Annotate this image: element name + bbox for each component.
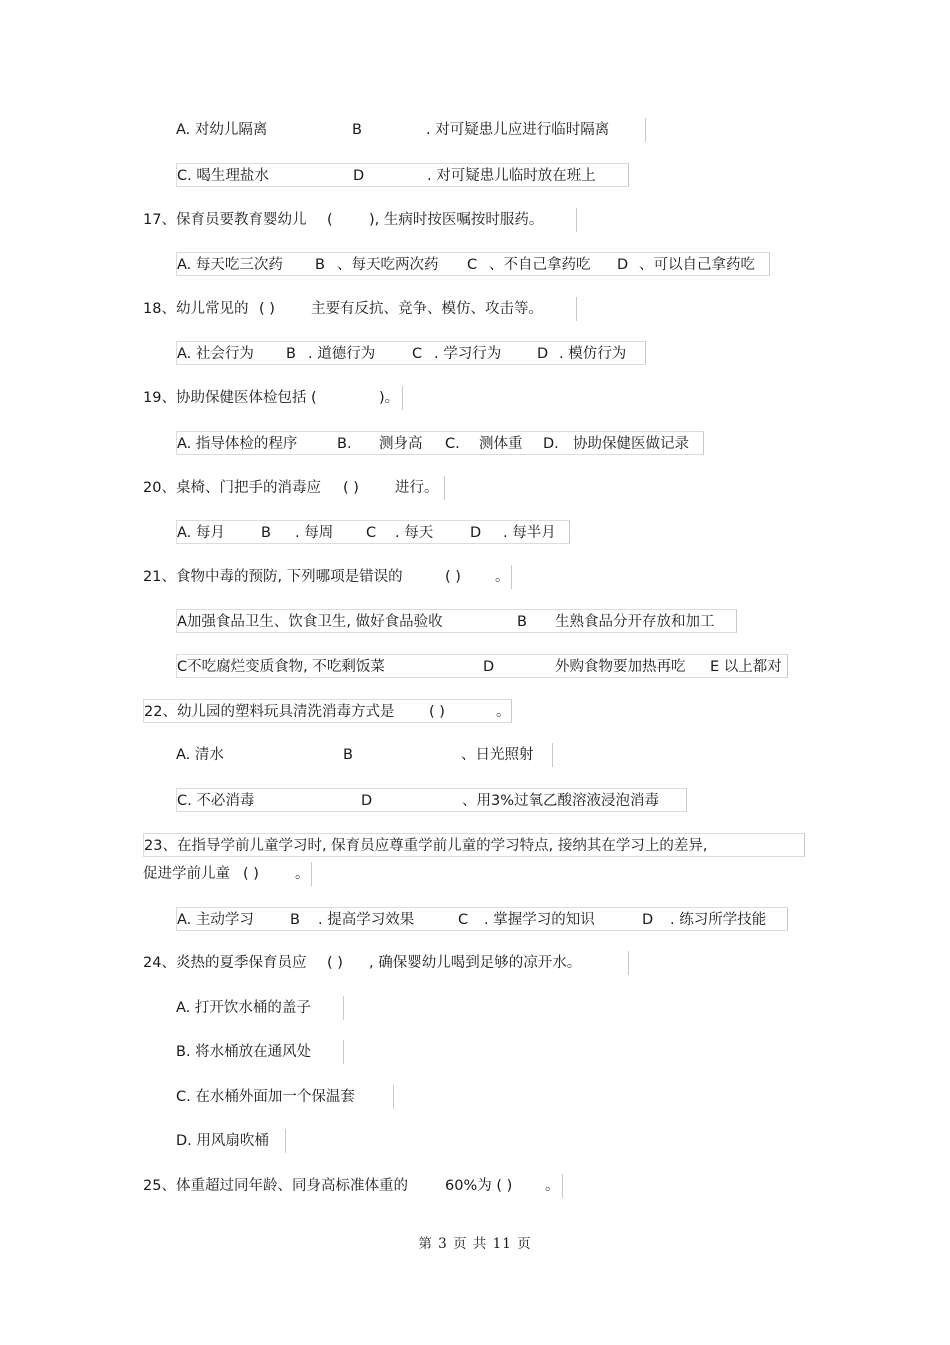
answer-blank: ( )	[327, 955, 343, 971]
option-row	[176, 163, 629, 187]
question-21-options	[176, 654, 788, 678]
option-e: E 以上都对	[710, 659, 782, 675]
answer-blank: ( )	[343, 480, 359, 496]
option-a: A. 指导体检的程序	[177, 436, 298, 452]
option-c: . 每天	[395, 525, 434, 541]
question-19-options	[176, 431, 704, 455]
option-d: . 对可疑患儿临时放在班上	[427, 168, 596, 184]
option-b-label: B	[517, 614, 527, 630]
option-b-label: B	[286, 346, 296, 362]
option-d: . 模仿行为	[559, 346, 627, 362]
option-d: 外购食物要加热再吃	[555, 659, 686, 675]
answer-blank: 60%为 ( )	[445, 1178, 513, 1194]
question-24-option-b	[176, 1040, 344, 1064]
option-d: D. 用风扇吹桶	[176, 1133, 269, 1149]
stem-text: 22、幼儿园的塑料玩具清洗消毒方式是	[144, 704, 395, 720]
option-c: 测体重	[479, 436, 523, 452]
option-d-label: D	[470, 525, 482, 541]
question-24-option-d	[176, 1129, 286, 1153]
stem-text: 进行。	[395, 480, 439, 496]
stem-text: 18、幼儿常见的	[143, 301, 249, 317]
option-a: A. 打开饮水桶的盖子	[176, 1000, 311, 1016]
option-c: C. 在水桶外面加一个保温套	[176, 1089, 355, 1105]
option-d: 、用3%过氧乙酸溶液浸泡消毒	[462, 793, 660, 809]
question-18-options	[176, 341, 646, 365]
option-a: A. 对幼儿隔离	[176, 122, 268, 138]
option-b: . 每周	[295, 525, 334, 541]
question-22-options	[176, 788, 687, 812]
question-20-stem	[143, 476, 445, 500]
page-number: 第 3 页 共 11 页	[418, 1236, 532, 1252]
option-c: C不吃腐烂变质食物, 不吃剩饭菜	[177, 659, 385, 675]
stem-text: 主要有反抗、竞争、模仿、攻击等。	[311, 301, 543, 317]
question-17-stem	[143, 208, 577, 232]
stem-text: 。	[495, 569, 510, 585]
option-b: 生熟食品分开存放和加工	[555, 614, 715, 630]
question-20-options	[176, 520, 570, 544]
option-d-label: D	[361, 793, 373, 809]
option-c-label: C	[467, 257, 478, 273]
stem-text: 25、体重超过同年龄、同身高标准体重的	[143, 1178, 408, 1194]
option-d-label: D	[642, 912, 654, 928]
question-19-stem	[143, 386, 403, 410]
question-18-stem	[143, 297, 577, 321]
option-b-label: B	[352, 122, 362, 138]
option-a: A. 每月	[177, 525, 225, 541]
option-c-label: C	[366, 525, 377, 541]
option-b: . 提高学习效果	[318, 912, 415, 928]
question-23-stem	[143, 833, 805, 857]
stem-text: )。	[379, 390, 400, 406]
question-24-option-a	[176, 996, 344, 1020]
option-b: 测身高	[379, 436, 423, 452]
option-a: A. 社会行为	[177, 346, 254, 362]
option-d-label: D	[353, 168, 365, 184]
question-24-option-c	[176, 1085, 394, 1109]
option-c-label: C	[412, 346, 423, 362]
option-d-label: D	[537, 346, 549, 362]
answer-blank: ( )	[259, 301, 275, 317]
option-c: 、不自己拿药吃	[489, 257, 591, 273]
option-row	[176, 118, 646, 142]
question-22-stem	[143, 699, 512, 723]
option-d-label: D	[483, 659, 495, 675]
option-b: 、每天吃两次药	[337, 257, 439, 273]
option-d: . 练习所学技能	[670, 912, 767, 928]
option-b-label: B	[261, 525, 271, 541]
option-b: . 对可疑患儿应进行临时隔离	[426, 122, 610, 138]
question-23-options	[176, 907, 788, 931]
option-d: 、可以自己拿药吃	[639, 257, 755, 273]
answer-blank: ( )	[429, 704, 445, 720]
option-d-label: D	[617, 257, 629, 273]
option-a: A加强食品卫生、饮食卫生, 做好食品验收	[177, 614, 443, 630]
option-d: . 每半月	[503, 525, 556, 541]
option-b-label: B	[315, 257, 325, 273]
option-b: . 道德行为	[308, 346, 376, 362]
option-c: . 掌握学习的知识	[484, 912, 595, 928]
stem-text: 。	[545, 1178, 560, 1194]
answer-blank: ( )	[445, 569, 461, 585]
stem-text: 。	[496, 704, 511, 720]
stem-text: 24、炎热的夏季保育员应	[143, 955, 307, 971]
answer-blank: ( )	[243, 866, 259, 882]
option-a: A. 每天吃三次药	[177, 257, 283, 273]
question-25-stem	[143, 1174, 563, 1198]
option-a: A. 主动学习	[177, 912, 254, 928]
stem-text: ), 生病时按医嘱按时服药。	[369, 212, 544, 228]
option-b-label: B.	[337, 436, 352, 452]
option-d: 协助保健医做记录	[573, 436, 689, 452]
option-b: B. 将水桶放在通风处	[176, 1044, 312, 1060]
option-d-label: D.	[543, 436, 559, 452]
question-23-stem	[143, 862, 312, 886]
stem-text: 17、保育员要教育婴幼儿	[143, 212, 307, 228]
option-b-label: B	[290, 912, 300, 928]
question-17-options	[176, 252, 770, 276]
option-b-label: B	[343, 747, 353, 763]
option-c: C. 不必消毒	[177, 793, 255, 809]
question-24-stem	[143, 951, 629, 975]
stem-text: 促进学前儿童	[143, 866, 230, 882]
option-c: . 学习行为	[434, 346, 502, 362]
stem-text: 19、协助保健医体检包括 (	[143, 390, 317, 406]
option-c-label: C	[458, 912, 469, 928]
option-a: A. 清水	[176, 747, 224, 763]
stem-text: 。	[295, 866, 310, 882]
question-21-options	[176, 609, 737, 633]
option-c-label: C.	[445, 436, 460, 452]
stem-text: 20、桌椅、门把手的消毒应	[143, 480, 321, 496]
answer-blank: (	[327, 212, 333, 228]
stem-text: , 确保婴幼儿喝到足够的凉开水。	[369, 955, 582, 971]
option-c: C. 喝生理盐水	[177, 168, 269, 184]
stem-text: 21、食物中毒的预防, 下列哪项是错误的	[143, 569, 403, 585]
stem-text: 23、在指导学前儿童学习时, 保育员应尊重学前儿童的学习特点, 接纳其在学习上的差异,	[144, 838, 708, 854]
option-b: 、日光照射	[461, 747, 534, 763]
question-22-options	[176, 743, 553, 767]
question-21-stem	[143, 565, 512, 589]
